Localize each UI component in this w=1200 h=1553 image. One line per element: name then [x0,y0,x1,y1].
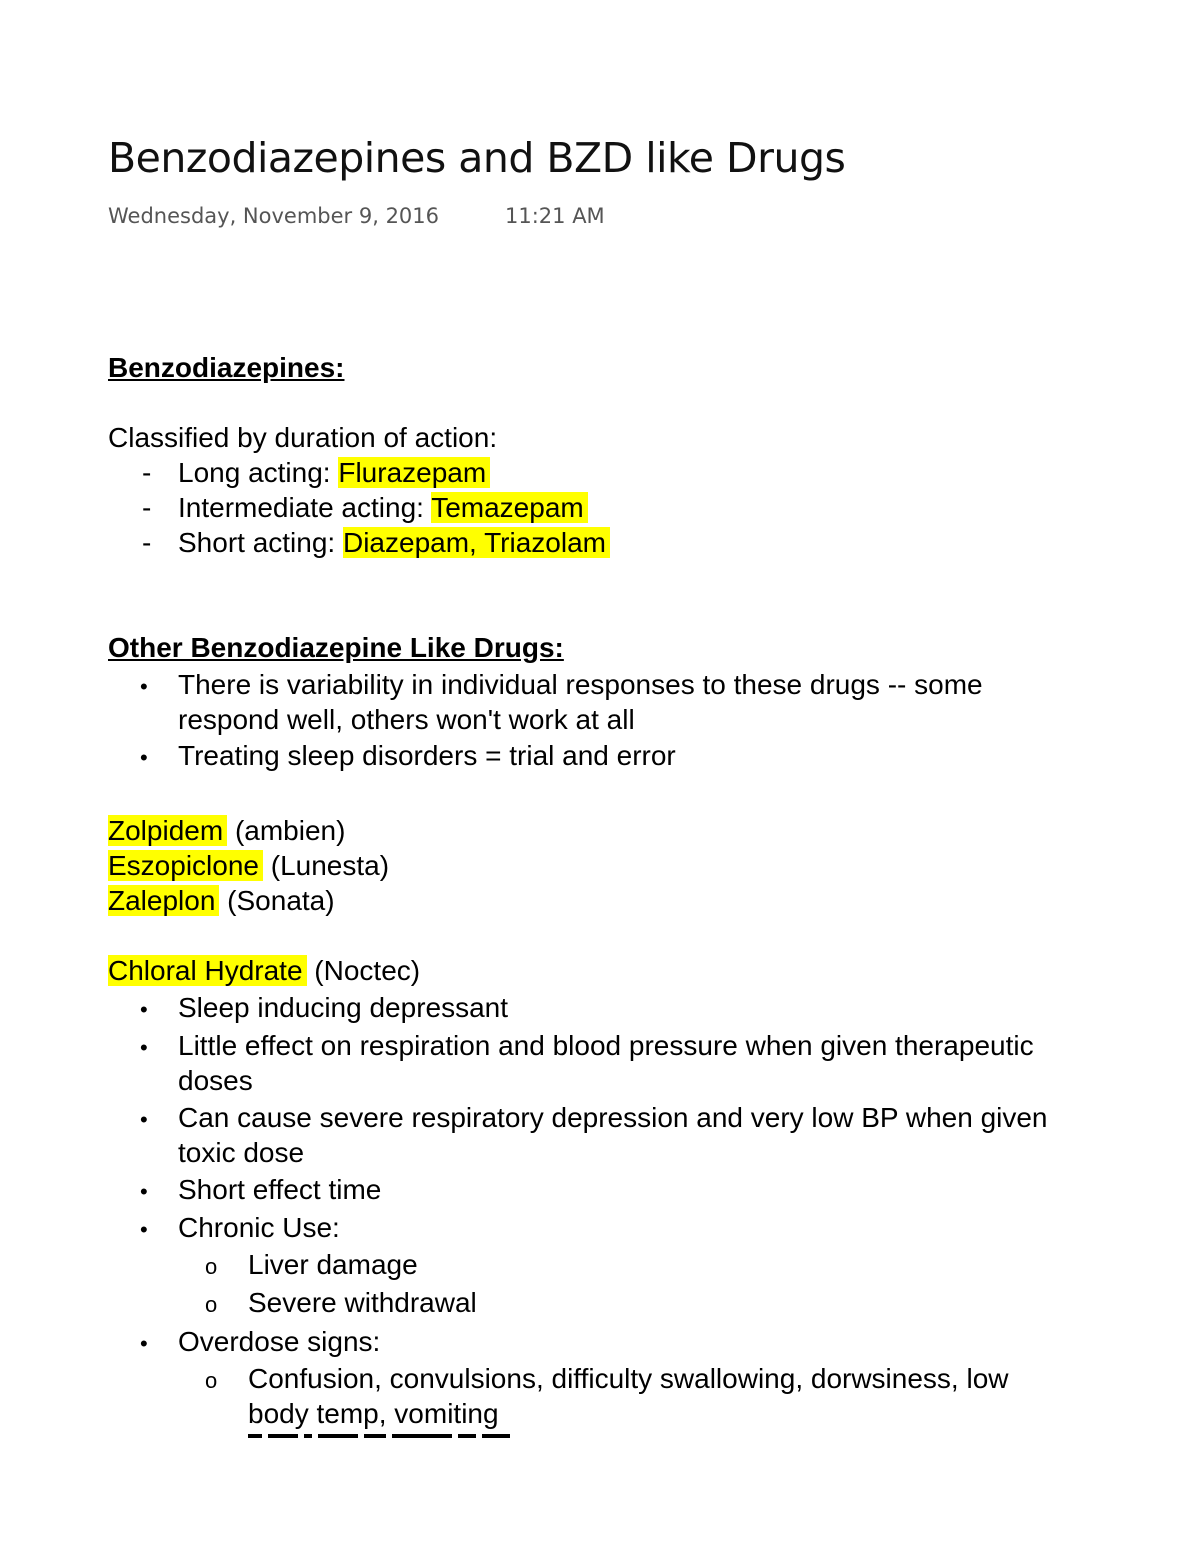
dash-bullet: - [142,527,152,558]
list-item-overdose-signs: Overdose signs: [178,1326,381,1357]
list-item-label: Short acting: [178,527,343,558]
list-item-variability-line2: respond well, others won't work at all [178,704,635,735]
bullet-dot: • [140,1331,148,1356]
truncated-text-remnant [248,1434,538,1438]
drug-brand: (Sonata) [219,885,335,916]
highlighted-drug: Zaleplon [108,885,219,916]
highlighted-drug: Temazepam [431,492,588,523]
note-date: Wednesday, November 9, 2016 [108,204,440,228]
list-item-little-effect-line1: Little effect on respiration and blood pressure when given therapeutic [178,1030,1034,1061]
sub-bullet-circle: o [205,1368,218,1393]
list-item-trial-and-error: Treating sleep disorders = trial and error [178,740,676,771]
list-item-variability-line1: There is variability in individual responses to these drugs -- some [178,669,983,700]
bullet-dot: • [140,745,148,770]
highlighted-drug: Flurazepam [338,457,490,488]
sub-item-overdose-line1: Confusion, convulsions, difficulty swallowing, dorwsiness, low [248,1363,1009,1394]
list-item-severe-depression-line1: Can cause severe respiratory depression and very low BP when given [178,1102,1048,1133]
list-item-short-effect: Short effect time [178,1174,382,1205]
bullet-dot: • [140,1107,148,1132]
note-time: 11:21 AM [505,204,605,228]
drug-brand: (Noctec) [306,955,421,986]
drug-brand: (ambien) [227,815,346,846]
list-item-label: Intermediate acting: [178,492,432,523]
drug-line-chloral-hydrate [108,953,420,989]
list-item-label: Long acting: [178,457,339,488]
drug-line-zaleplon [108,883,335,919]
bullet-dot: • [140,1035,148,1060]
list-item-short-acting [178,525,610,561]
drug-brand: (Lunesta) [262,850,390,881]
highlighted-drug: Chloral Hydrate [108,955,307,986]
sub-bullet-circle: o [205,1254,218,1279]
list-item-sleep-inducing: Sleep inducing depressant [178,992,509,1023]
sub-item-liver-damage: Liver damage [248,1249,418,1280]
highlighted-drug: Eszopiclone [108,850,263,881]
sub-item-severe-withdrawal: Severe withdrawal [248,1287,477,1318]
benzodiazepines-heading: Benzodiazepines: [108,352,345,383]
highlighted-drug: Diazepam, Triazolam [343,527,610,558]
bullet-dot: • [140,1217,148,1242]
drug-line-zolpidem [108,813,345,849]
bullet-dot: • [140,997,148,1022]
list-item-chronic-use: Chronic Use: [178,1212,340,1243]
sub-item-overdose-line2: body temp, vomiting [248,1398,499,1429]
highlighted-drug: Zolpidem [108,815,227,846]
bullet-dot: • [140,674,148,699]
list-item-severe-depression-line2: toxic dose [178,1137,305,1168]
list-item-long-acting [178,455,490,491]
dash-bullet: - [142,492,152,523]
dash-bullet: - [142,457,152,488]
sub-bullet-circle: o [205,1292,218,1317]
bullet-dot: • [140,1179,148,1204]
list-item-intermediate-acting [178,490,588,526]
drug-line-eszopiclone [108,848,389,884]
page-title: Benzodiazepines and BZD like Drugs [108,134,846,182]
classified-line: Classified by duration of action: [108,422,498,453]
other-drugs-heading: Other Benzodiazepine Like Drugs: [108,632,564,663]
list-item-little-effect-line2: doses [178,1065,253,1096]
